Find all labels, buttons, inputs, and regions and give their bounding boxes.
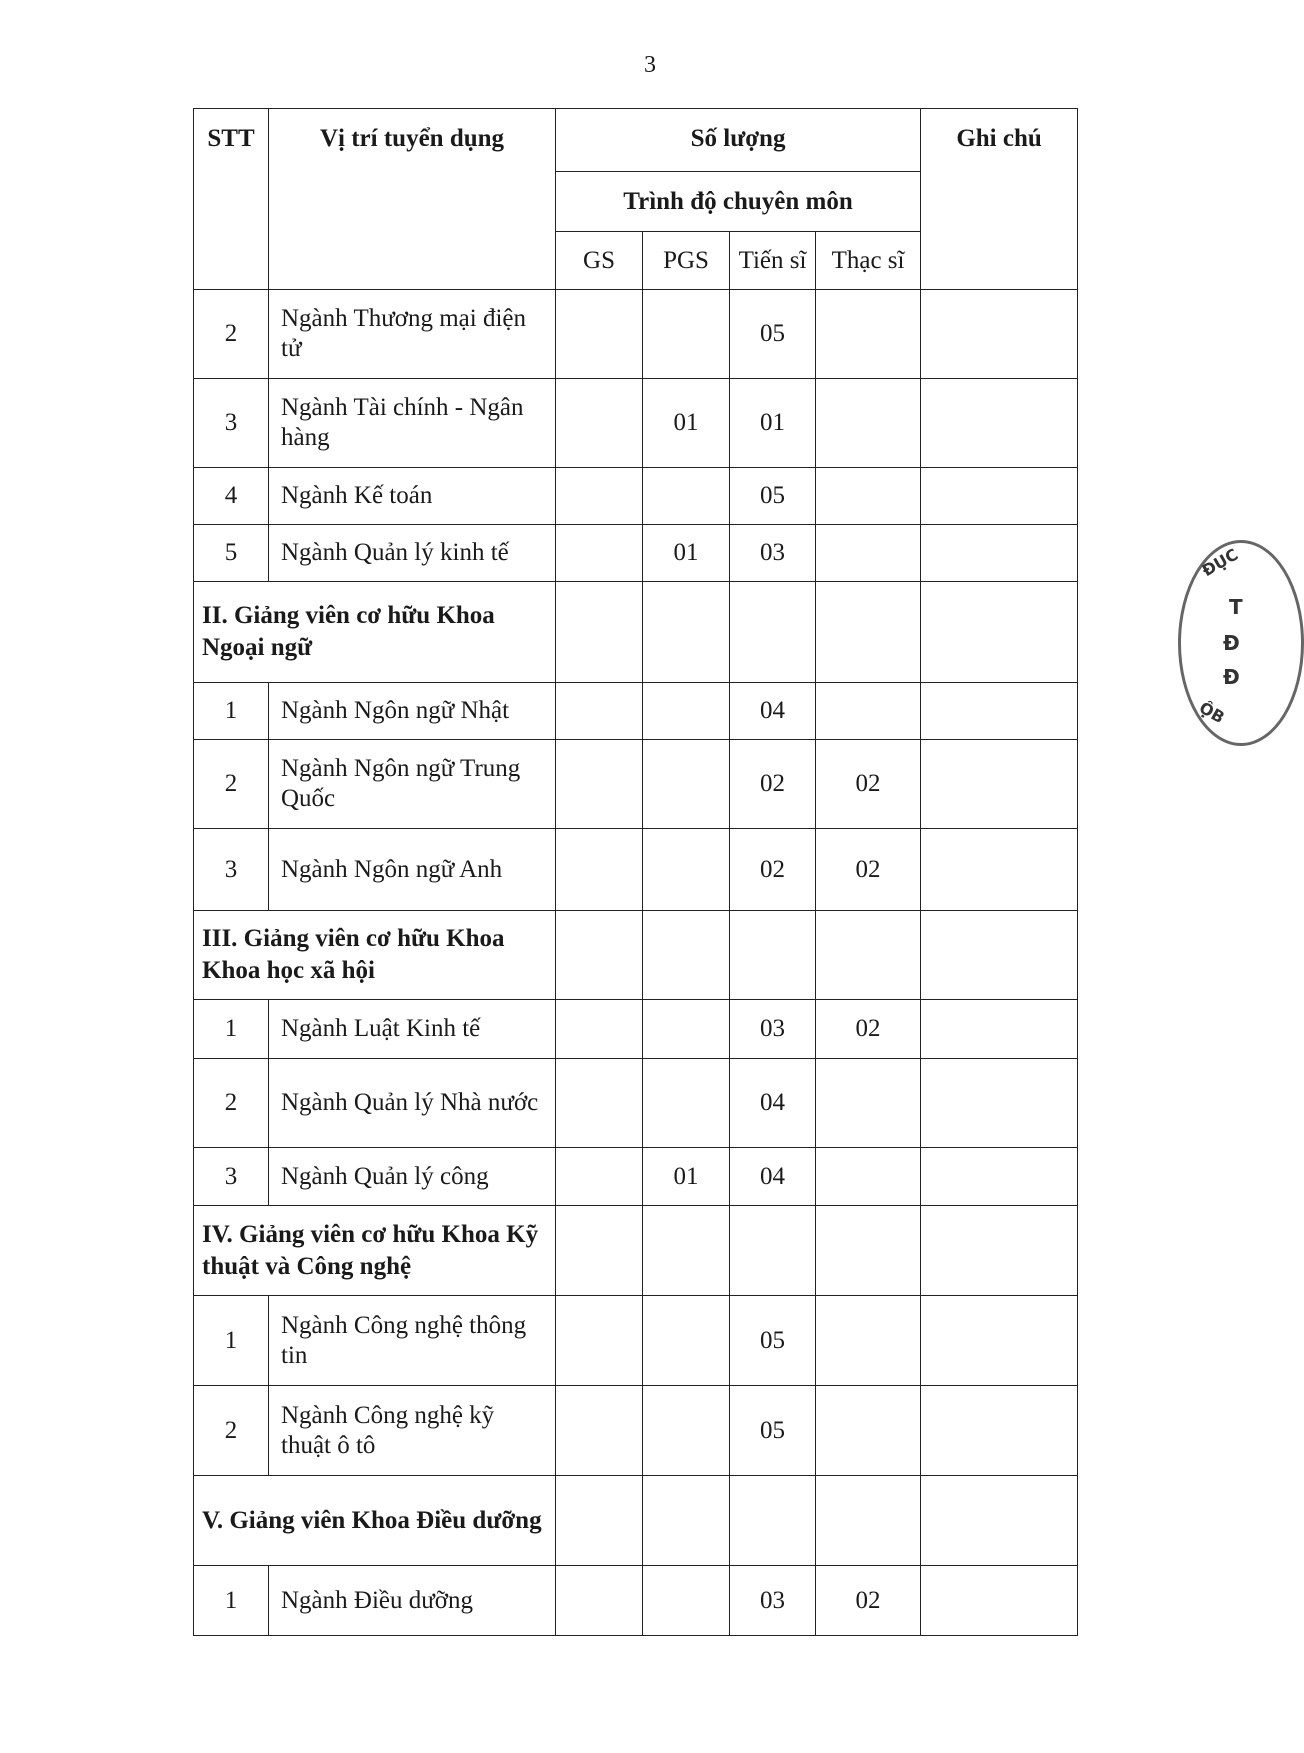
empty-cell bbox=[643, 1476, 730, 1566]
row-position-name: Ngành Luật Kinh tế bbox=[269, 1000, 556, 1059]
row-ths: 02 bbox=[816, 1566, 921, 1636]
row-ths bbox=[816, 1148, 921, 1206]
empty-cell bbox=[556, 582, 643, 683]
table-row bbox=[194, 1059, 1078, 1148]
header-qualification: Trình độ chuyên môn bbox=[556, 172, 921, 232]
row-ts: 03 bbox=[730, 1000, 816, 1059]
row-stt: 3 bbox=[194, 1148, 269, 1206]
empty-cell bbox=[730, 911, 816, 1000]
table-row bbox=[194, 290, 1078, 379]
empty-cell bbox=[556, 1476, 643, 1566]
table-header bbox=[194, 109, 1078, 290]
row-stt: 3 bbox=[194, 829, 269, 911]
row-ths bbox=[816, 683, 921, 740]
row-ts: 01 bbox=[730, 379, 816, 468]
row-pgs bbox=[643, 1566, 730, 1636]
section-title: V. Giảng viên Khoa Điều dưỡng bbox=[194, 1476, 556, 1566]
header-quantity: Số lượng bbox=[556, 109, 921, 172]
stamp-letter: Đ bbox=[1223, 665, 1240, 689]
official-stamp-fragment bbox=[1178, 540, 1304, 746]
row-pgs bbox=[643, 290, 730, 379]
row-ths: 02 bbox=[816, 829, 921, 911]
table-row bbox=[194, 829, 1078, 911]
row-ths bbox=[816, 525, 921, 582]
row-note bbox=[921, 683, 1078, 740]
row-note bbox=[921, 829, 1078, 911]
row-ths bbox=[816, 379, 921, 468]
table-row bbox=[194, 1296, 1078, 1386]
row-pgs: 01 bbox=[643, 379, 730, 468]
empty-cell bbox=[643, 911, 730, 1000]
row-position-name: Ngành Kế toán bbox=[269, 468, 556, 525]
row-stt: 4 bbox=[194, 468, 269, 525]
row-position-name: Ngành Công nghệ kỹ thuật ô tô bbox=[269, 1386, 556, 1476]
section-row bbox=[194, 1206, 1078, 1296]
row-gs bbox=[556, 468, 643, 525]
row-pgs bbox=[643, 468, 730, 525]
row-position-name: Ngành Ngôn ngữ Trung Quốc bbox=[269, 740, 556, 829]
empty-cell bbox=[730, 1476, 816, 1566]
row-pgs: 01 bbox=[643, 1148, 730, 1206]
row-position-name: Ngành Quản lý công bbox=[269, 1148, 556, 1206]
empty-cell bbox=[643, 1206, 730, 1296]
empty-cell bbox=[921, 911, 1078, 1000]
row-stt: 5 bbox=[194, 525, 269, 582]
header-level-ths: Thạc sĩ bbox=[816, 232, 921, 290]
row-position-name: Ngành Tài chính - Ngân hàng bbox=[269, 379, 556, 468]
row-stt: 2 bbox=[194, 1386, 269, 1476]
row-note bbox=[921, 468, 1078, 525]
row-ths: 02 bbox=[816, 740, 921, 829]
row-ts: 05 bbox=[730, 1296, 816, 1386]
row-pgs bbox=[643, 740, 730, 829]
table-row bbox=[194, 740, 1078, 829]
row-note bbox=[921, 1000, 1078, 1059]
row-note bbox=[921, 740, 1078, 829]
row-stt: 1 bbox=[194, 1000, 269, 1059]
row-pgs bbox=[643, 683, 730, 740]
row-ts: 03 bbox=[730, 1566, 816, 1636]
row-position-name: Ngành Ngôn ngữ Nhật bbox=[269, 683, 556, 740]
row-stt: 2 bbox=[194, 740, 269, 829]
row-gs bbox=[556, 290, 643, 379]
empty-cell bbox=[921, 1206, 1078, 1296]
table-row bbox=[194, 468, 1078, 525]
stamp-text-bottom: ỘB bbox=[1195, 697, 1228, 728]
table-row bbox=[194, 1148, 1078, 1206]
row-gs bbox=[556, 1566, 643, 1636]
row-pgs bbox=[643, 1386, 730, 1476]
row-note bbox=[921, 525, 1078, 582]
row-pgs bbox=[643, 1059, 730, 1148]
row-note bbox=[921, 290, 1078, 379]
stamp-letter: Đ bbox=[1223, 631, 1240, 655]
row-ts: 02 bbox=[730, 740, 816, 829]
page-number: 3 bbox=[644, 52, 656, 78]
row-ts: 05 bbox=[730, 468, 816, 525]
row-ths bbox=[816, 1059, 921, 1148]
stamp-letter: T bbox=[1229, 595, 1243, 619]
header-level-ts: Tiến sĩ bbox=[730, 232, 816, 290]
section-title: II. Giảng viên cơ hữu Khoa Ngoại ngữ bbox=[194, 582, 556, 683]
row-ts: 04 bbox=[730, 1148, 816, 1206]
row-note bbox=[921, 1566, 1078, 1636]
table-row bbox=[194, 1566, 1078, 1636]
header-note: Ghi chú bbox=[921, 109, 1078, 290]
row-note bbox=[921, 1386, 1078, 1476]
row-gs bbox=[556, 1386, 643, 1476]
header-level-gs: GS bbox=[556, 232, 643, 290]
table-row bbox=[194, 379, 1078, 468]
recruitment-table-container bbox=[193, 108, 1077, 1636]
row-stt: 2 bbox=[194, 290, 269, 379]
row-ths bbox=[816, 468, 921, 525]
section-row bbox=[194, 911, 1078, 1000]
row-position-name: Ngành Ngôn ngữ Anh bbox=[269, 829, 556, 911]
row-ts: 02 bbox=[730, 829, 816, 911]
row-gs bbox=[556, 1059, 643, 1148]
row-stt: 2 bbox=[194, 1059, 269, 1148]
row-position-name: Ngành Quản lý Nhà nước bbox=[269, 1059, 556, 1148]
row-pgs: 01 bbox=[643, 525, 730, 582]
row-note bbox=[921, 1059, 1078, 1148]
empty-cell bbox=[643, 582, 730, 683]
row-position-name: Ngành Quản lý kinh tế bbox=[269, 525, 556, 582]
empty-cell bbox=[816, 582, 921, 683]
row-note bbox=[921, 379, 1078, 468]
table-row bbox=[194, 525, 1078, 582]
row-ths bbox=[816, 1296, 921, 1386]
section-title: IV. Giảng viên cơ hữu Khoa Kỹ thuật và Công nghệ bbox=[194, 1206, 556, 1296]
row-pgs bbox=[643, 1296, 730, 1386]
row-gs bbox=[556, 1148, 643, 1206]
row-ts: 04 bbox=[730, 1059, 816, 1148]
row-stt: 1 bbox=[194, 683, 269, 740]
row-gs bbox=[556, 740, 643, 829]
table-row bbox=[194, 1000, 1078, 1059]
row-note bbox=[921, 1148, 1078, 1206]
row-stt: 1 bbox=[194, 1566, 269, 1636]
stamp-text-top: ĐỤC bbox=[1198, 544, 1242, 581]
section-row bbox=[194, 1476, 1078, 1566]
row-ts: 05 bbox=[730, 1386, 816, 1476]
row-pgs bbox=[643, 829, 730, 911]
empty-cell bbox=[921, 582, 1078, 683]
empty-cell bbox=[921, 1476, 1078, 1566]
empty-cell bbox=[816, 1476, 921, 1566]
header-stt: STT bbox=[194, 109, 269, 290]
row-ts: 04 bbox=[730, 683, 816, 740]
section-row bbox=[194, 582, 1078, 683]
table-row bbox=[194, 1386, 1078, 1476]
row-ths: 02 bbox=[816, 1000, 921, 1059]
row-gs bbox=[556, 1000, 643, 1059]
section-title: III. Giảng viên cơ hữu Khoa Khoa học xã hội bbox=[194, 911, 556, 1000]
row-position-name: Ngành Thương mại điện tử bbox=[269, 290, 556, 379]
empty-cell bbox=[816, 911, 921, 1000]
recruitment-table bbox=[193, 108, 1078, 1636]
empty-cell bbox=[816, 1206, 921, 1296]
row-ts: 05 bbox=[730, 290, 816, 379]
row-gs bbox=[556, 829, 643, 911]
empty-cell bbox=[556, 911, 643, 1000]
row-position-name: Ngành Điều dưỡng bbox=[269, 1566, 556, 1636]
row-ts: 03 bbox=[730, 525, 816, 582]
row-stt: 1 bbox=[194, 1296, 269, 1386]
row-note bbox=[921, 1296, 1078, 1386]
row-gs bbox=[556, 683, 643, 740]
row-gs bbox=[556, 379, 643, 468]
row-ths bbox=[816, 290, 921, 379]
row-gs bbox=[556, 1296, 643, 1386]
header-level-pgs: PGS bbox=[643, 232, 730, 290]
empty-cell bbox=[556, 1206, 643, 1296]
row-gs bbox=[556, 525, 643, 582]
header-position: Vị trí tuyển dụng bbox=[269, 109, 556, 290]
table-body bbox=[194, 290, 1078, 1636]
empty-cell bbox=[730, 1206, 816, 1296]
table-row bbox=[194, 683, 1078, 740]
row-stt: 3 bbox=[194, 379, 269, 468]
row-position-name: Ngành Công nghệ thông tin bbox=[269, 1296, 556, 1386]
empty-cell bbox=[730, 582, 816, 683]
row-ths bbox=[816, 1386, 921, 1476]
row-pgs bbox=[643, 1000, 730, 1059]
